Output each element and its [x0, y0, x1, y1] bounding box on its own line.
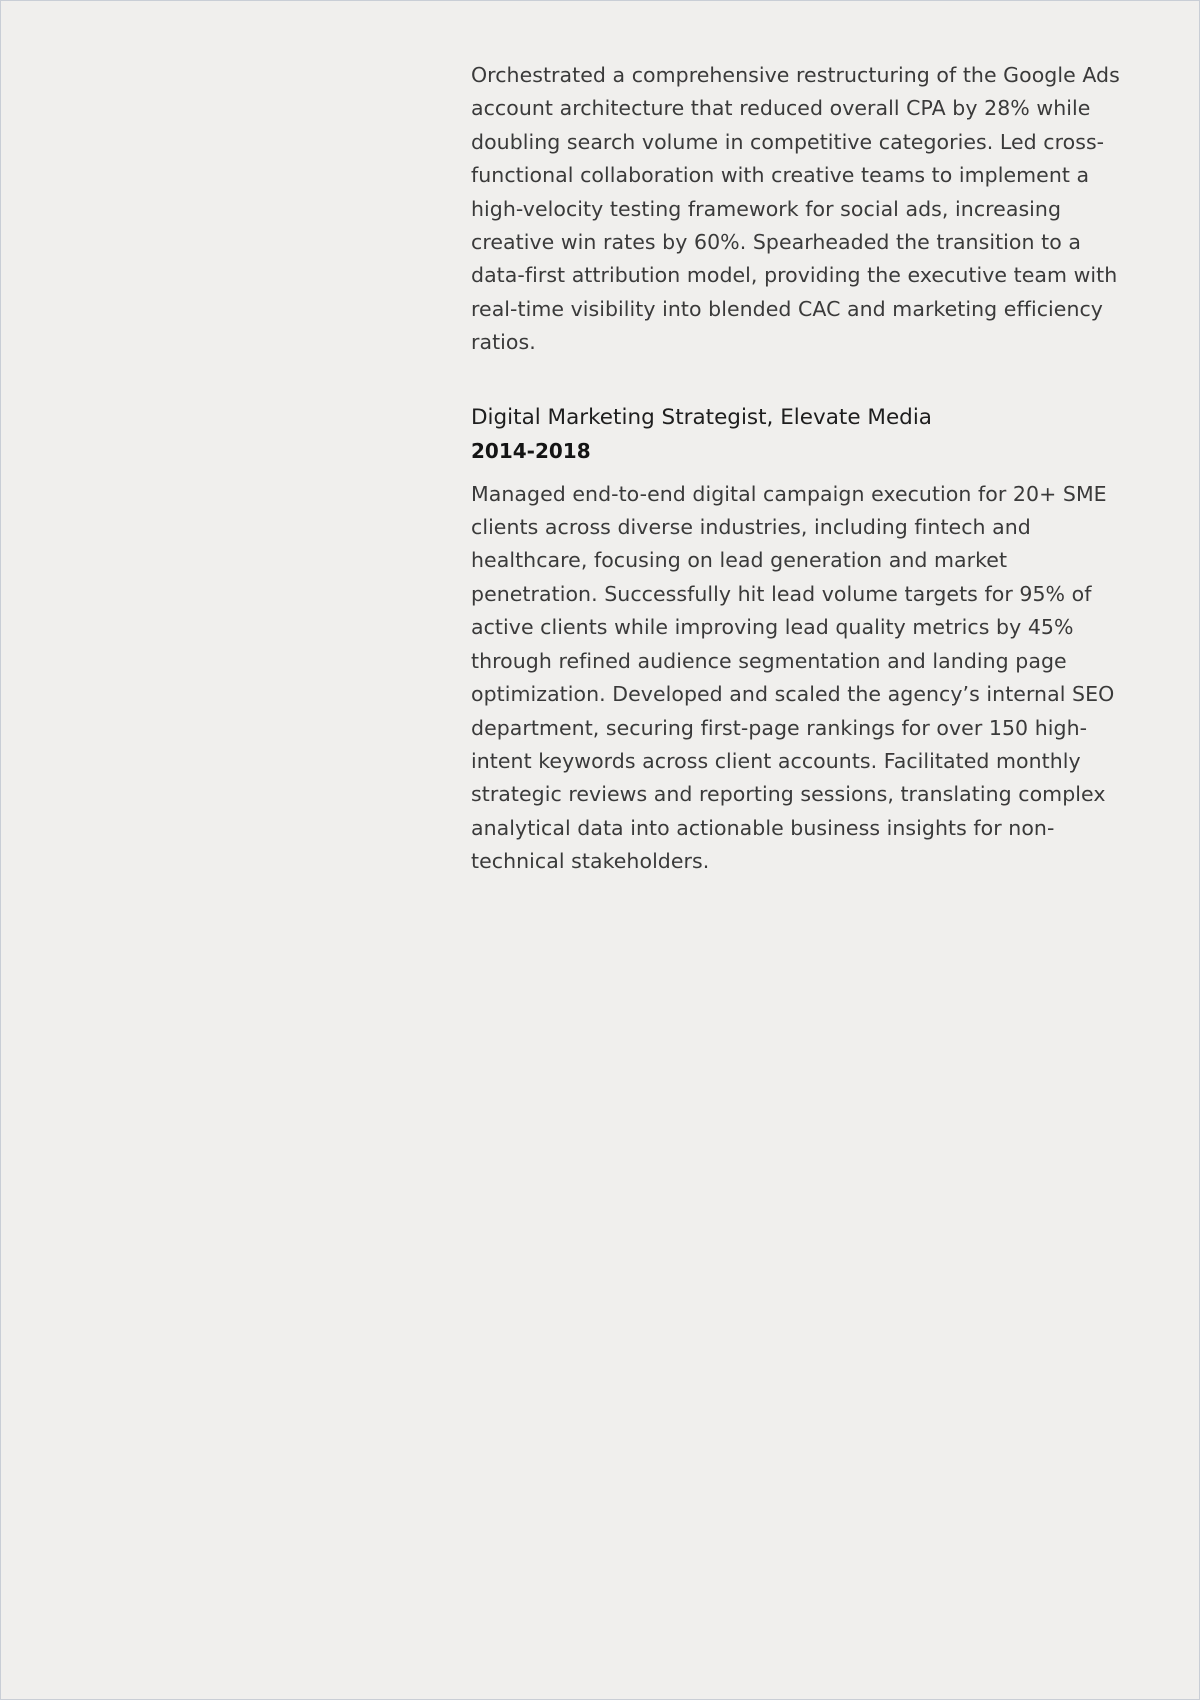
experience-description: Managed end-to-end digital campaign execution for 20+ SME clients across diverse industries, including fintech and healthcare, focusing on lead generation and market penetration. Successfully hit lead volume targets for 95% of active clients while improving lead quality metrics by 45% through refined audience segmentation and landing page optimization. Developed and scaled the agency’s internal SEO department, securing first-page rankings for over 150 high-intent keywords across client accounts. Facilitated monthly strategic reviews and reporting sessions, translating complex analytical data into actionable business insights for non-technical stakeholders. [471, 481, 1115, 874]
experience-column [471, 59, 1131, 879]
experience-description: Orchestrated a comprehensive restructuring of the Google Ads account architecture that reduced overall CPA by 28% while doubling search volume in competitive categories. Led cross-functional collaboration with creative teams to implement a high-velocity testing framework for social ads, increasing creative win rates by 60%. Spearheaded the transition to a data-first attribution model, providing the executive team with real-time visibility into blended CAC and marketing efficiency ratios. [471, 63, 1120, 355]
job-title: Digital Marketing Strategist, Elevate Media [471, 404, 932, 430]
job-years: 2014-2018 [471, 438, 591, 463]
